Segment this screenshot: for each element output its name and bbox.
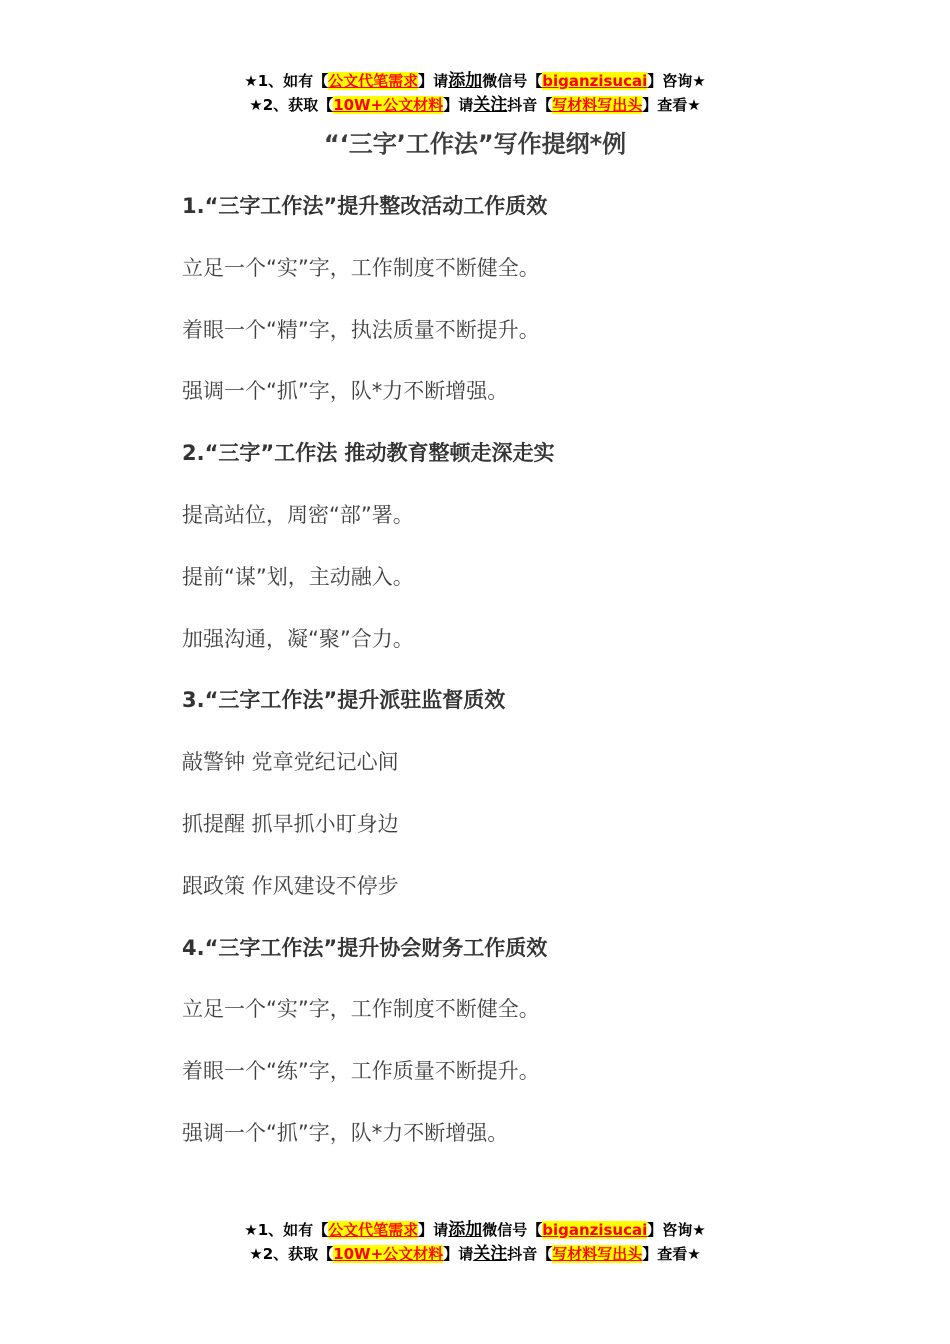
list-item: 强调一个“抓”字，队*力不断增强。 [182,1120,509,1145]
underlined-add: 添加 [448,1220,483,1240]
banner-line-2: ★2、获取【10W+公文材料】请关注抖音【写材料写出头】查看★ [249,1244,701,1264]
list-item: 抓提醒 抓早抓小盯身边 [182,811,399,836]
highlight-materials: 10W+公文材料 [333,1245,444,1263]
list-item: 敲警钟 党章党纪记心间 [182,750,399,775]
document-title: “‘三字’工作法”写作提纲*例 [323,130,627,158]
section-heading: 2.“三字”工作法 推动教育整顿走深走实 [182,441,555,466]
highlight-wechat-id: biganzisucai [542,1221,648,1239]
list-item: 加强沟通，凝“聚”合力。 [182,626,414,651]
highlight-douyin: 写材料写出头 [552,96,643,114]
underlined-follow: 关注 [473,1244,508,1264]
list-item: 提前“谋”划，主动融入。 [182,564,414,589]
banner-line-1: ★1、如有【公文代笔需求】请添加微信号【biganzisucai】咨询★ [244,71,706,91]
section-heading: 1.“三字工作法”提升整改活动工作质效 [182,194,548,218]
section-heading: 4.“三字工作法”提升协会财务工作质效 [182,935,548,960]
highlight-wechat-id: biganzisucai [542,72,648,90]
underlined-follow: 关注 [473,95,508,115]
list-item: 着眼一个“精”字，执法质量不断提升。 [182,317,540,342]
underlined-add: 添加 [448,71,483,91]
highlight-service: 公文代笔需求 [328,1221,419,1239]
document-body [182,188,802,1177]
footer-banner [0,1218,950,1266]
list-item: 立足一个“实”字，工作制度不断健全。 [182,997,540,1022]
highlight-douyin: 写材料写出头 [552,1245,643,1263]
banner-line-1: ★1、如有【公文代笔需求】请添加微信号【biganzisucai】咨询★ [244,1220,706,1240]
banner-line-2: ★2、获取【10W+公文材料】请关注抖音【写材料写出头】查看★ [249,95,701,115]
list-item: 立足一个“实”字，工作制度不断健全。 [182,255,540,280]
section-heading: 3.“三字工作法”提升派驻监督质效 [182,688,506,713]
highlight-service: 公文代笔需求 [328,72,419,90]
header-banner [0,69,950,117]
list-item: 着眼一个“练”字，工作质量不断提升。 [182,1059,540,1084]
list-item: 跟政策 作风建设不停步 [182,873,399,898]
list-item: 提高站位，周密“部”署。 [182,502,414,527]
list-item: 强调一个“抓”字，队*力不断增强。 [182,379,509,404]
highlight-materials: 10W+公文材料 [333,96,444,114]
